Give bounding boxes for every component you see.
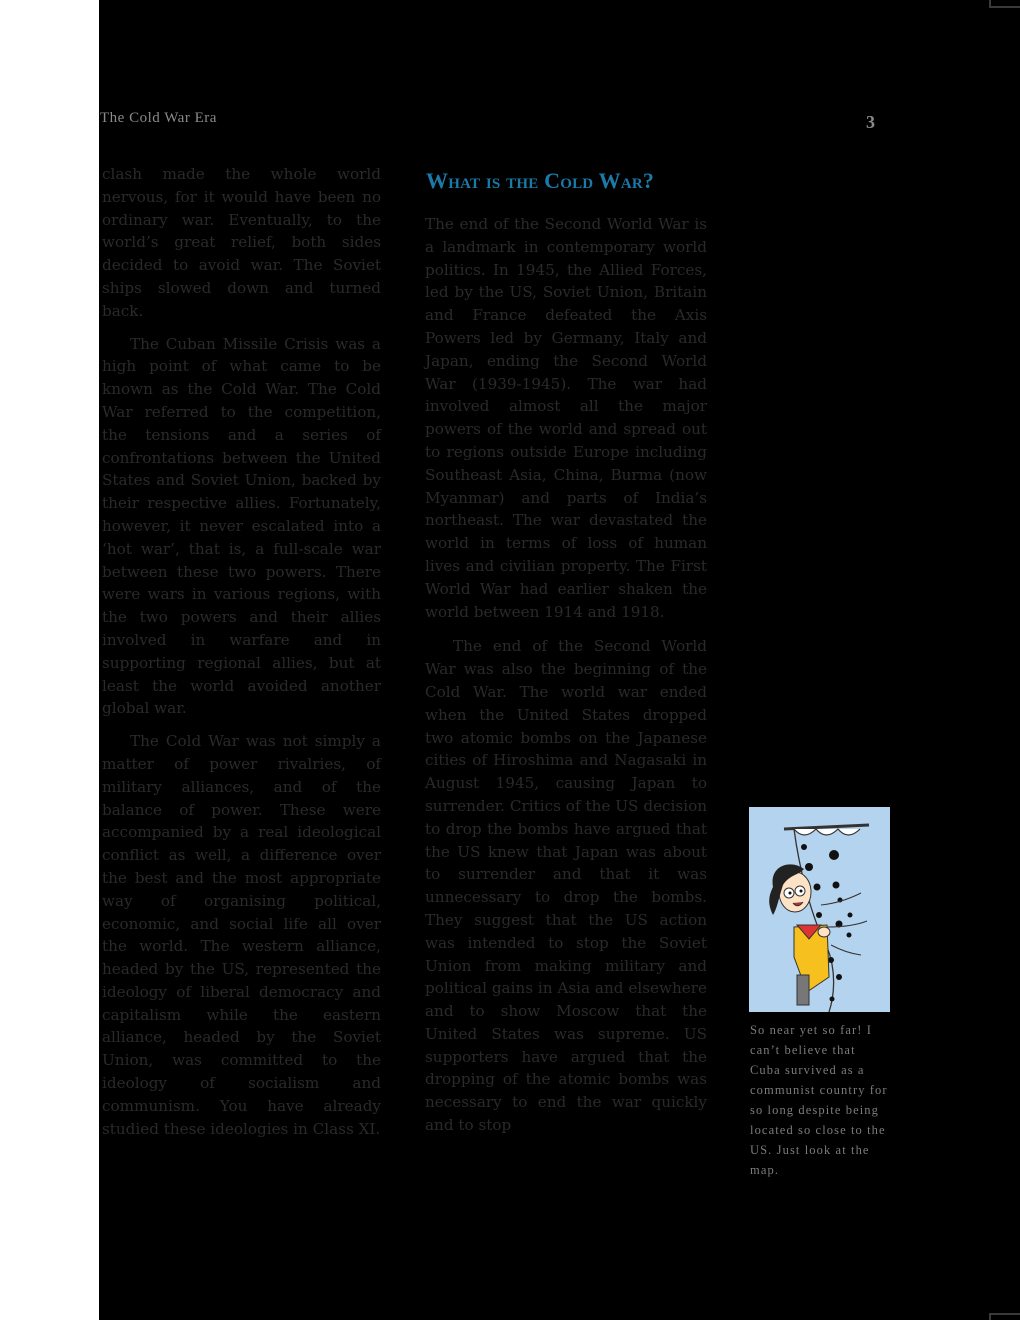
page-number: 3 (866, 112, 875, 132)
section-heading: What is the Cold War? (426, 168, 655, 193)
paragraph: The Cuban Missile Crisis was a high point of what came to be known as the Cold War. The Cold War referred to the competition, the tensions and a series of confrontations between the United States and Soviet Union, backed by their respective allies. Fortunately, however, it never escalated into a ‘hot war’, that is, a full-scale war between these two powers. There were wars in various regions, with the two powers and their allies involved in warfare and in supporting regional allies, but at least the world avoided another global war. (102, 334, 381, 718)
paragraph: The end of the Second World War is a landmark in contemporary world politics. In 1945, the Allied Forces, led by the US, Soviet Union, Britain and France defeated the Axis Powers led by Germany, Italy and Japan, ending the Second World War (1939-1945). The war had involved almost all the major powers of the world and spread out to regions outside Europe including Southeast Asia, China, Burma (now Myanmar) and parts of India’s northeast. The war devastated the world in terms of loss of human lives and civilian property. The First World War had earlier shaken the world between 1914 and 1918. (425, 215, 707, 621)
cartoon-caption: So near yet so far! I can’t believe that Cuba survived as a communist country for so long despite being located so close to the US. Just look at the map. (750, 1023, 888, 1177)
running-head: The Cold War Era (100, 110, 217, 126)
crop-mark-bottom (989, 1313, 1020, 1320)
paragraph: The end of the Second World War was also the beginning of the Cold War. The world war ended when the United States dropped two atomic bombs on the Japanese cities of Hiroshima and Nagasaki in August 1945, causing Japan to surrender. Critics of the US decision to drop the bombs have argued that the US knew that Japan was about to surrender and that it was unnecessary to drop the bombs. They suggest that the US action was intended to stop the Soviet Union from making military and political gains in Asia and elsewhere and to show Moscow that the United States was supreme. US supporters have argued that the dropping of the atomic bombs was necessary to end the war quickly and to stop (425, 637, 707, 1135)
cartoon-illustration (749, 807, 890, 1012)
right-column (425, 213, 707, 1137)
paragraph: clash made the whole world nervous, for it would have been no ordinary war. Eventually, to the world’s great relief, both sides decided to avoid war. The Soviet ships slowed down and turned back. (102, 165, 381, 320)
crop-mark-top (989, 0, 1020, 8)
page-margin-strip (0, 0, 99, 1320)
left-column (102, 163, 381, 1140)
cartoon-character-icon (749, 807, 890, 1012)
paragraph: The Cold War was not simply a matter of power rivalries, of military alliances, and of the balance of power. These were accompanied by a real ideological conflict as well, a difference over the best and the most appropriate way of organising political, economic, and social life all over the world. The western alliance, headed by the US, represented the ideology of liberal democracy and capitalism while the eastern alliance, headed by the Soviet Union, was committed to the ideology of socialism and communism. You have already studied these ideologies in Class XI. (102, 732, 381, 1138)
